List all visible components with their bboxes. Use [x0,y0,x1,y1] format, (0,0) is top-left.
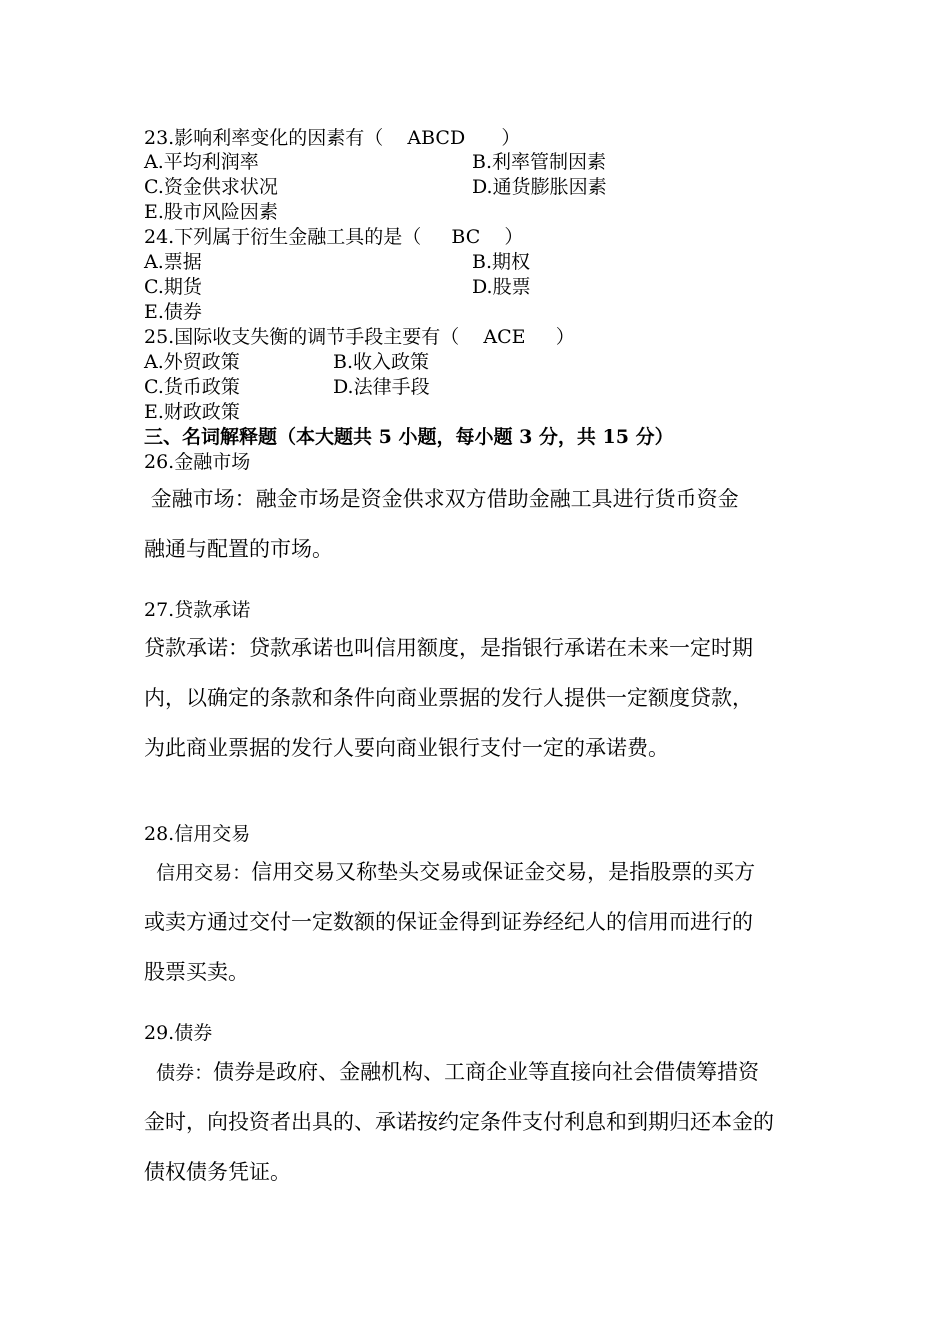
q29-answer-first-line [144,1060,759,1087]
q27-answer-line: 为此商业票据的发行人要向商业银行支付一定的承诺费。 [144,736,669,760]
section-heading: 三、名词解释题（本大题共 5 小题，每小题 3 分，共 15 分） [144,426,674,448]
q23-option-b: B.利率管制因素 [472,151,607,173]
q28-answer-line: 股票买卖。 [144,960,249,984]
q27-answer-line: 贷款承诺：贷款承诺也叫信用额度，是指银行承诺在未来一定时期 [144,636,753,660]
q27-answer-line: 内，以确定的条款和条件向商业票据的发行人提供一定额度贷款， [144,686,753,710]
q29-answer-line: 金时，向投资者出具的、承诺按约定条件支付利息和到期归还本金的 [144,1110,774,1134]
q23-stem: 23.影响利率变化的因素有（ ABCD ） [144,127,521,149]
q29-term-label: 债券： [144,1062,214,1084]
q26-answer-line: 金融市场：融金市场是资金供求双方借助金融工具进行货币资金 [144,487,739,511]
q23-option-d: D.通货膨胀因素 [472,176,607,198]
q25-option-e: E.财政政策 [144,401,240,423]
q24-option-c: C.期货 [144,276,202,298]
q25-option-c: C.货币政策 [144,376,240,398]
q24-stem: 24.下列属于衍生金融工具的是（ BC ） [144,226,524,248]
q23-option-e: E.股市风险因素 [144,201,278,223]
q23-option-a: A.平均利润率 [144,151,259,173]
q24-option-a: A.票据 [144,251,202,273]
q27-title: 27.贷款承诺 [144,599,251,621]
q28-answer-text: 信用交易又称垫头交易或保证金交易，是指股票的买方 [251,860,756,884]
q24-option-e: E.债券 [144,301,202,323]
q23-option-c: C.资金供求状况 [144,176,278,198]
q24-option-b: B.期权 [472,251,531,273]
q25-option-a: A.外贸政策 [144,351,240,373]
q25-stem: 25.国际收支失衡的调节手段主要有（ ACE ） [144,326,575,348]
q25-option-b: B.收入政策 [333,351,430,373]
q29-title: 29.债券 [144,1022,213,1044]
q28-term-label: 信用交易： [144,862,252,884]
q26-title: 26.金融市场 [144,451,251,473]
q28-title: 28.信用交易 [144,823,251,845]
q28-answer-line: 或卖方通过交付一定数额的保证金得到证券经纪人的信用而进行的 [144,910,753,934]
q29-answer-line: 债权债务凭证。 [144,1160,291,1184]
q29-answer-text: 债券是政府、金融机构、工商企业等直接向社会借债筹措资 [213,1060,760,1084]
q24-option-d: D.股票 [472,276,531,298]
q28-answer-first-line [144,860,755,887]
q25-option-d: D.法律手段 [333,376,430,398]
q26-answer-line: 融通与配置的市场。 [144,537,333,561]
